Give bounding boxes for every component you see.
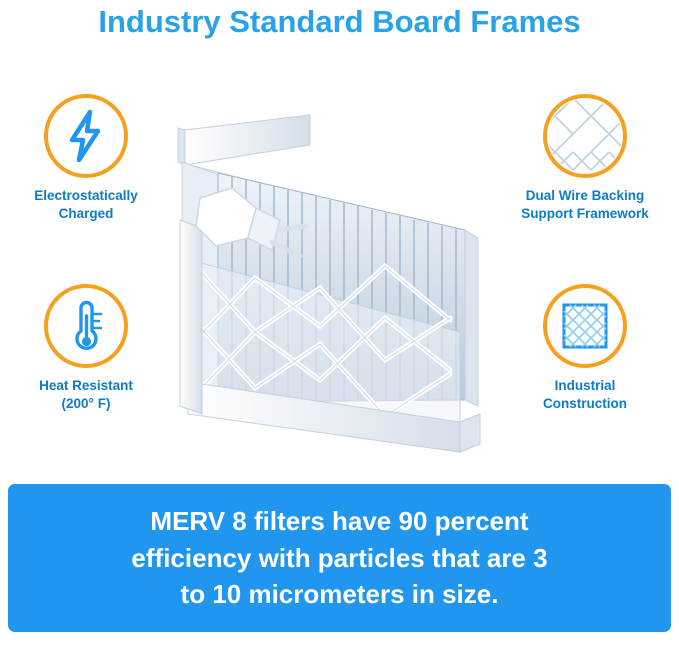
badge-circle	[543, 94, 627, 178]
feature-sublabel: (200° F)	[61, 396, 111, 412]
lightning-bolt-icon	[48, 98, 124, 174]
banner-text	[111, 503, 567, 614]
feature-label: Industrial	[554, 378, 616, 393]
wire-mesh-icon	[547, 98, 623, 174]
banner-line-3: to 10 micrometers in size.	[180, 579, 499, 610]
feature-sublabel: Charged	[58, 206, 114, 222]
thermometer-icon	[48, 288, 124, 364]
feature-label: Electrostatically	[34, 188, 138, 203]
feature-label: Heat Resistant	[39, 378, 133, 393]
feature-dual-wire-backing	[505, 94, 665, 223]
badge-circle	[44, 94, 128, 178]
feature-industrial-construction	[505, 284, 665, 413]
badge-circle	[543, 284, 627, 368]
feature-heat-resistant	[6, 284, 166, 413]
merv-rating-banner	[8, 484, 671, 632]
grid-frame-icon	[547, 288, 623, 364]
banner-line-2: efficiency with particles that are 3	[131, 542, 548, 573]
feature-sublabel: Construction	[543, 396, 627, 412]
pleated-air-filter-illustration	[160, 70, 510, 460]
banner-line-1: MERV 8 filters have 90 percent	[150, 505, 529, 536]
page-title: Industry Standard Board Frames	[98, 4, 581, 39]
badge-circle	[44, 284, 128, 368]
feature-sublabel: Support Framework	[521, 206, 649, 222]
feature-label: Dual Wire Backing	[525, 188, 645, 203]
feature-electrostatically-charged	[6, 94, 166, 223]
